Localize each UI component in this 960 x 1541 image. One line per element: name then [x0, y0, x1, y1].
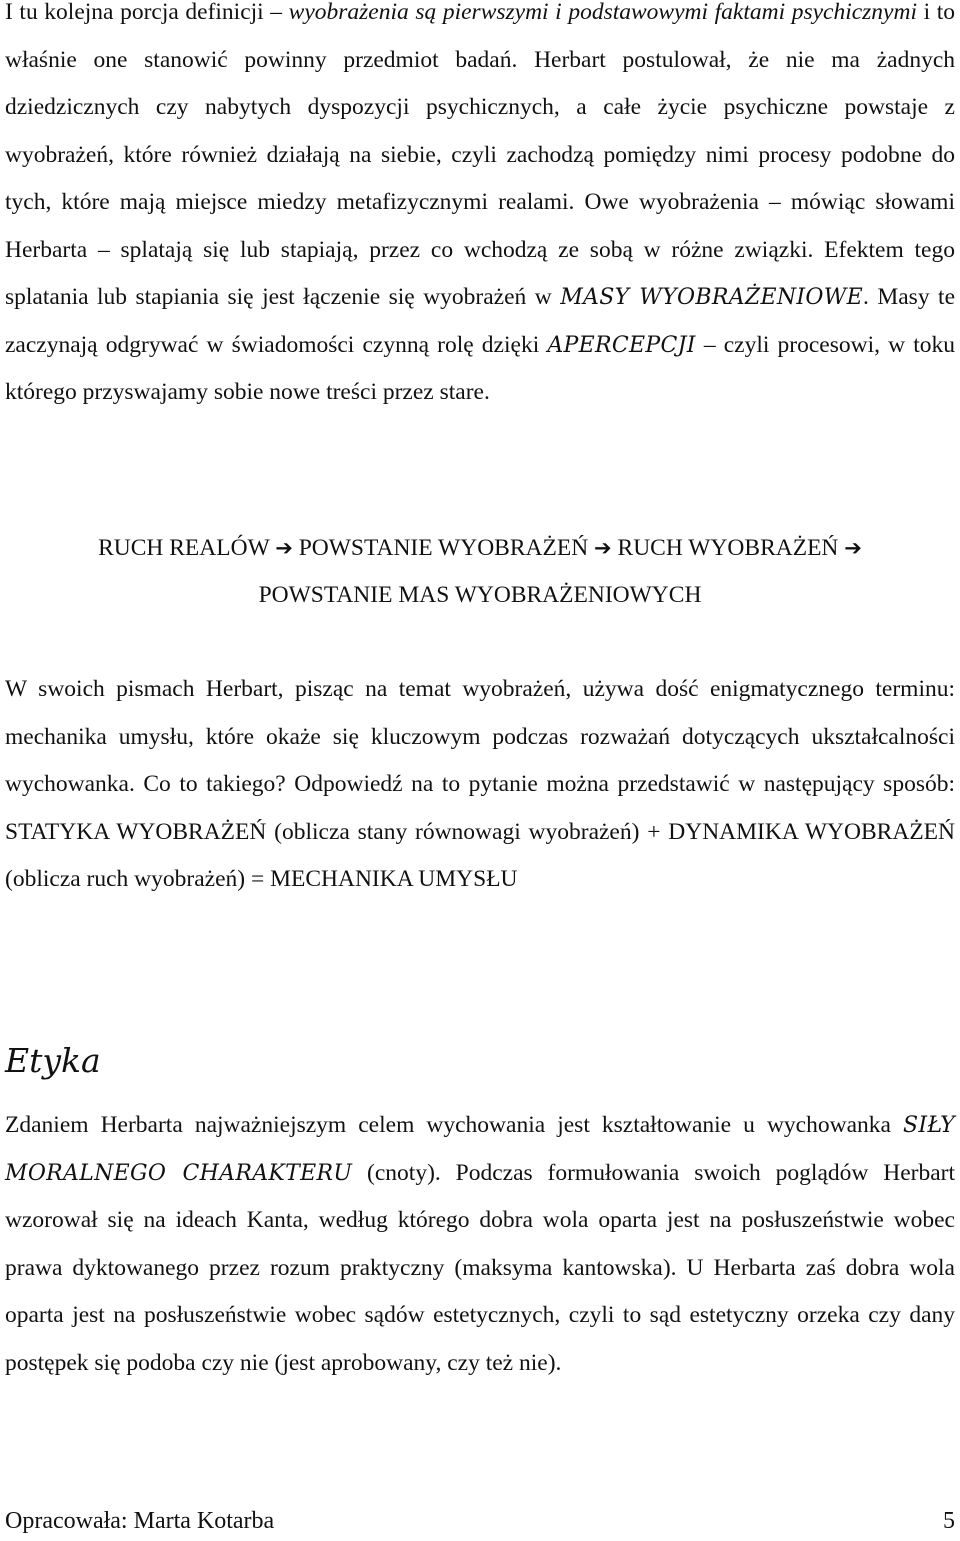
page-number: 5 [943, 1508, 955, 1534]
right-arrow-icon: ➔ [844, 536, 862, 560]
paragraph3-tail: (cnoty). Podczas formułowania swoich poglądów Herbart wzorował się na ideach Kanta, według którego dobra wola oparta jest na posłuszeństwie wobec prawa dyktowanego przez rozum praktyczny (maksyma kantowska). U Herbarta zaś dobra wola oparta jest na posłuszeństwie wobec sądów estetycznych, czyli to sąd estetyczny orzeka czy dany postępek się podoba czy nie (jest aprobowany, czy też nie). [5, 1159, 955, 1376]
term-masy-wyobrazeniowe: MASY WYOBRAŻENIOWE [560, 285, 863, 310]
paragraph1-italic-definition: wyobrażenia są pierwszymi i podstawowymi faktami psychicznymi [288, 0, 917, 25]
flow-step-ruch-realow: RUCH REALÓW [98, 535, 270, 561]
right-arrow-icon: ➔ [275, 536, 293, 560]
page-footer [5, 1506, 955, 1536]
paragraph-wyobrazenia [5, 0, 955, 417]
flow-line-1 [0, 525, 960, 573]
paragraph1-after-term: . Masy te zaczynają odgrywać w świadomości czynną rolę dzięki [5, 284, 956, 358]
section-heading-etyka: Etyka [5, 1041, 101, 1080]
paragraph-mechanika-umyslu: W swoich pismach Herbart, pisząc na temat wyobrażeń, używa dość enigmatycznego terminu: mechanika umysłu, które okaże się kluczowym podczas rozważań dotyczących ukształcalności wychowanka. Co to takiego? Odpowiedź na to pytanie można przedstawić w następujący sposób: STATYKA WYOBRAŻEŃ (oblicza stany równowagi wyobrażeń) + DYNAMIKA WYOBRAŻEŃ (oblicza ruch wyobrażeń) = MECHANIKA UMYSŁU [5, 676, 955, 892]
paragraph1-body: i to właśnie one stanowić powinny przedmiot badań. Herbart postulował, że nie ma żadnych dziedzicznych czy nabytych dyspozycji psychicznych, a całe życie psychiczne powstaje z wyobrażeń, które również działają na siebie, czyli zachodzą pomiędzy nimi procesy podobne do tych, które mają miejsce miedzy metafizycznymi realami. Owe wyobrażenia – mówiąc słowami Herbarta – splatają się lub stapiają, przez co wchodzą ze sobą w różne związki. Efektem tego splatania lub stapiania się jest łączenie się wyobrażeń w [5, 0, 956, 310]
flow-line-2 [0, 572, 960, 620]
term-sily-moralnego-charakteru: SIŁY MORALNEGO CHARAKTERU [5, 1113, 955, 1186]
flow-step-powstanie-wyobrazen: POWSTANIE WYOBRAŻEŃ [298, 535, 589, 561]
paragraph1-tail: – czyli procesowi, w toku którego przyswajamy sobie nowe treści przez stare. [5, 331, 955, 405]
term-apercepcji: APERCEPCJI [547, 332, 696, 358]
flow-step-ruch-wyobrazen: RUCH WYOBRAŻEŃ [617, 535, 839, 561]
paragraph1-lead: I tu kolejna porcja definicji – [5, 0, 289, 25]
right-arrow-icon: ➔ [594, 536, 612, 560]
paragraph3-lead: Zdaniem Herbarta najważniejszym celem wychowania jest kształtowanie u wychowanka [5, 1112, 903, 1138]
paragraph-etyka [5, 1102, 955, 1387]
flow-step-powstanie-mas: POWSTANIE MAS WYOBRAŻENIOWYCH [258, 582, 702, 608]
footer-author: Opracowała: Marta Kotarba [5, 1508, 275, 1534]
